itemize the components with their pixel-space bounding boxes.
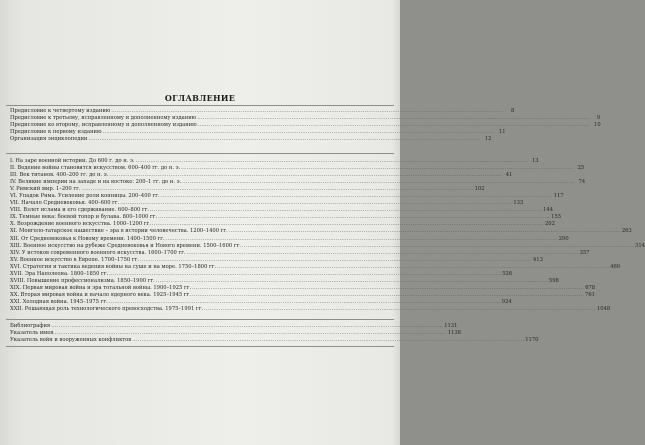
toc-entry-title: V. Римский мир. 1–200 гг.	[10, 186, 81, 193]
dot-leader	[151, 221, 545, 228]
toc-entry	[10, 122, 601, 129]
toc-entry-page: 155	[551, 214, 562, 221]
dot-leader	[80, 186, 474, 193]
toc-entry-page: 10	[594, 122, 601, 129]
dot-leader	[165, 236, 559, 243]
toc-entry-title: Организация энциклопедии	[10, 136, 88, 143]
toc-entry	[10, 242, 645, 250]
toc-entry-page: 357	[579, 249, 590, 256]
toc-entry-page: 74	[578, 179, 586, 186]
toc-entry-page: 413	[532, 256, 543, 263]
toc-entry	[10, 136, 492, 143]
toc-entry	[10, 193, 564, 200]
toc-entry-title: XI. Монголо-татарское нашествие – эра в истории человечества. 1200–1400 гг.	[10, 228, 228, 235]
toc-entry	[10, 337, 539, 344]
toc-entry	[10, 284, 596, 292]
toc-entry-page: 102	[474, 186, 485, 193]
toc-entry-title: XX. Вторая мировая война и начало ядерного века. 1925–1945 гг.	[10, 291, 191, 298]
toc-entry-page: 924	[501, 298, 512, 305]
toc-entry-title: XXI. Холодная война. 1945–1975 гг.	[10, 298, 108, 305]
toc-entry	[10, 305, 611, 313]
toc-entry	[10, 158, 539, 165]
toc-entry	[10, 277, 559, 285]
toc-entry-title: XVIII. Повышение профессионализма. 1850–1900 гг.	[10, 277, 155, 284]
toc-entry-title: VI. Упадок Рима. Усиление роли конницы. 200–400 гг.	[10, 193, 160, 200]
dot-leader	[108, 271, 502, 278]
toc-entry-title: Указатель имен	[10, 330, 54, 337]
prefaces-list	[10, 108, 601, 143]
toc-entry-title: XIV. У истоков современного военного искусства. 1600–1700 гг.	[10, 249, 186, 256]
toc-entry-page: 9	[596, 115, 601, 122]
dot-leader	[191, 285, 585, 292]
dot-leader	[102, 129, 496, 136]
page-edge-shadow	[392, 0, 400, 445]
toc-entry-title: XV. Военное искусство в Европе. 1700–1750 гг.	[10, 256, 139, 263]
dot-leader	[186, 250, 580, 257]
dot-leader	[149, 207, 543, 214]
dot-leader	[155, 278, 549, 285]
toc-entry-page: 263	[621, 228, 632, 235]
toc-entry-page: 13	[531, 158, 539, 164]
toc-entry-page: 144	[543, 207, 554, 214]
toc-entry-page: 598	[548, 277, 559, 284]
toc-entry-page: 469	[610, 263, 621, 270]
toc-entry	[10, 291, 595, 299]
toc-entry-page: 678	[585, 284, 596, 291]
divider-top	[6, 105, 394, 106]
page-title: ОГЛАВЛЕНИЕ	[164, 93, 236, 103]
toc-entry	[10, 129, 506, 136]
dot-leader	[135, 158, 529, 165]
dot-leader	[191, 292, 585, 299]
toc-entry	[10, 263, 621, 271]
toc-entry-title: IV. Великие империи на западе и на востоке: 200–1 гг. до н. э.	[10, 179, 182, 186]
dot-leader	[181, 179, 575, 186]
toc-entry	[10, 172, 513, 179]
toc-entry	[10, 115, 601, 122]
toc-entry-page: 314	[635, 242, 645, 249]
toc-entry-page: 290	[558, 235, 569, 242]
toc-entry-page: 1170	[525, 337, 539, 344]
dot-leader	[87, 136, 481, 143]
toc-entry-page: 12	[484, 136, 492, 143]
dot-leader	[50, 323, 444, 330]
toc-entry-page: 1131	[444, 323, 458, 329]
toc-entry-title: X. Возрождение военного искусства. 1000–1200 гг.	[10, 221, 151, 228]
backmatter-list	[10, 323, 539, 344]
toc-entry-page: 133	[513, 200, 524, 207]
dot-leader	[216, 264, 610, 271]
toc-entry-title: VIII. Взлет ислама и его сдерживание. 600–800 гг.	[10, 207, 150, 214]
toc-entry-page: 117	[553, 193, 564, 200]
toc-entry	[10, 249, 590, 257]
dot-leader	[139, 257, 533, 264]
dot-leader	[131, 337, 525, 344]
toc-entry	[10, 298, 512, 306]
toc-entry-title: VII. Начало Средневековья. 400–600 гг.	[10, 200, 120, 207]
toc-entry-page: 8	[510, 108, 515, 114]
toc-entry	[10, 179, 586, 186]
dot-leader	[119, 200, 513, 207]
dot-leader	[180, 165, 574, 172]
toc-entry	[10, 186, 485, 193]
dot-leader	[108, 172, 502, 179]
toc-entry-page: 11	[498, 129, 506, 136]
toc-entry-page: 41	[505, 172, 513, 179]
chapters-list	[10, 158, 645, 313]
divider-bottom	[6, 346, 394, 347]
dot-leader	[228, 228, 622, 235]
toc-entry	[10, 108, 515, 115]
dot-leader	[160, 193, 554, 200]
toc-entry	[10, 270, 513, 278]
toc-entry-title: Предисловие к четвертому изданию	[10, 108, 111, 114]
dot-leader	[241, 243, 635, 250]
toc-entry-title: XII. От Средневековья к Новому времени. 1400–1500 гг.	[10, 235, 165, 242]
toc-entry	[10, 228, 632, 235]
toc-entry-title: IX. Темные века: боевой топор и булава. 800–1000 гг.	[10, 214, 158, 221]
toc-entry-page: 25	[577, 165, 585, 172]
toc-entry-title: Предисловие ко второму, исправленному и дополненному изданию	[10, 122, 197, 129]
toc-entry	[10, 165, 585, 172]
toc-entry-title: II. Ведение войны становится искусством. 600–400 гг. до н. э.	[10, 165, 181, 172]
divider-middle	[6, 153, 394, 154]
toc-entry-title: Предисловие к первому изданию	[10, 129, 102, 136]
toc-entry	[10, 323, 458, 330]
dot-leader	[108, 299, 502, 306]
dot-leader	[110, 108, 504, 115]
toc-entry-page: 761	[585, 291, 595, 298]
toc-entry-title: XIX. Первая мировая война и эра тотальной войны. 1900–1925 гг.	[10, 284, 192, 291]
toc-entry-title: Библиография	[10, 323, 51, 329]
divider-lower	[6, 319, 394, 320]
toc-entry-page: 1138	[447, 330, 461, 337]
toc-entry-title: III. Век титанов. 400–200 гг. до н. э.	[10, 172, 109, 179]
toc-entry-page: 526	[502, 270, 513, 277]
toc-entry-title: I. На заре военной истории. До 600 г. до н. э.	[10, 158, 135, 164]
toc-entry-title: XIII. Военное искусство на рубеже Средневековья и Нового времени. 1500–1600 гг.	[10, 242, 241, 249]
toc-entry-title: XVI. Стратегия и тактика ведения войны на суше и на море. 1750–1800 гг.	[10, 263, 217, 270]
toc-entry-title: XXII. Решающая роль технологического превосходства. 1975–1991 гг.	[10, 305, 203, 312]
toc-entry	[10, 221, 555, 228]
dot-leader	[157, 214, 551, 221]
toc-entry	[10, 214, 562, 221]
toc-entry-title: Предисловие к третьему, исправленному и дополненному изданию	[10, 115, 197, 122]
toc-entry-page: 202	[544, 221, 555, 228]
toc-entry	[10, 200, 524, 207]
toc-entry-title: Указатель войн и вооруженных конфликтов	[10, 337, 132, 344]
toc-entry-title: XVII. Эра Наполеона. 1800–1850 гг.	[10, 270, 109, 277]
toc-entry	[10, 235, 569, 243]
toc-entry-page: 1048	[596, 305, 611, 312]
toc-entry	[10, 256, 543, 264]
